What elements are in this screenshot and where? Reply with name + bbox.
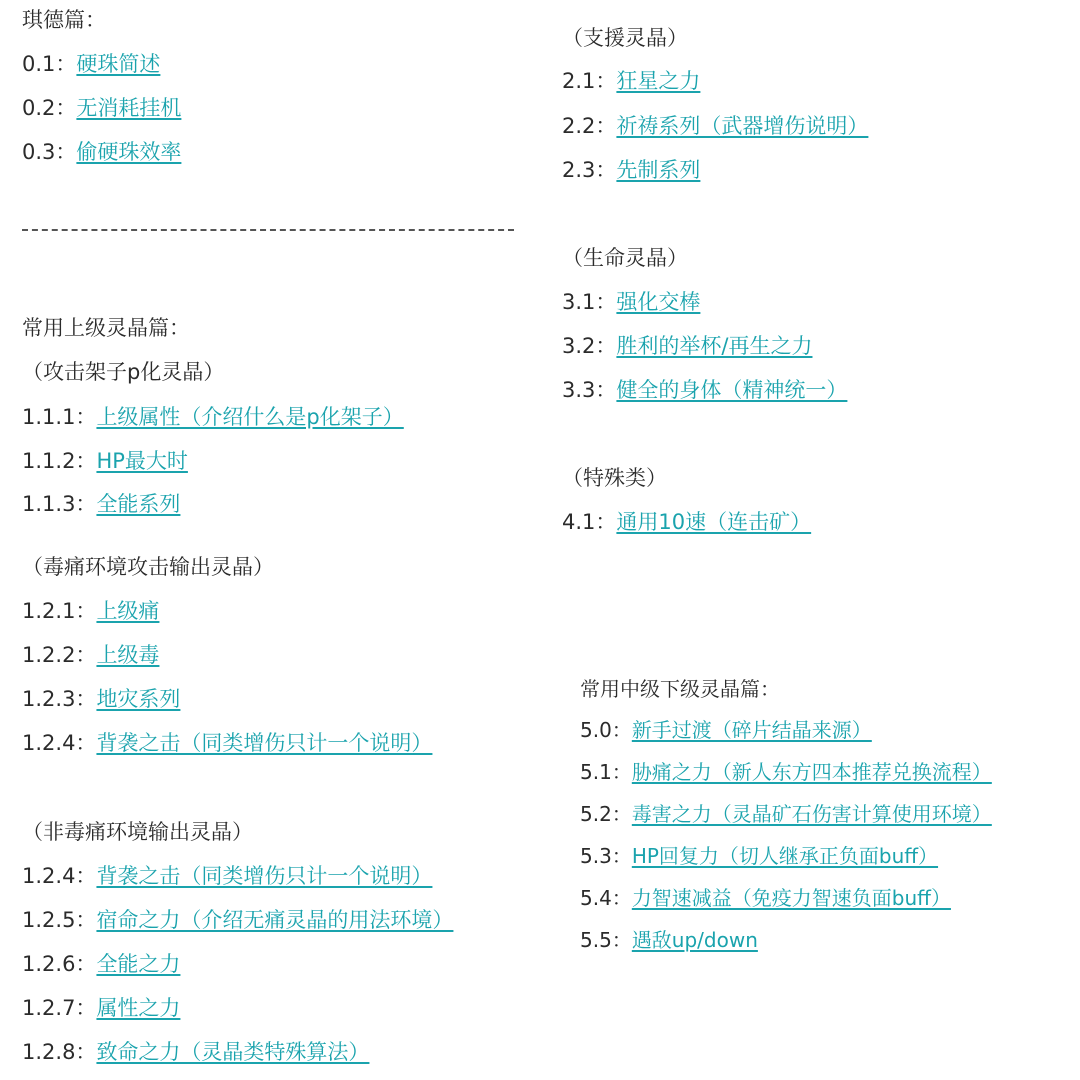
toc-link[interactable]: 先制系列 bbox=[616, 158, 701, 182]
list-item bbox=[580, 842, 938, 870]
toc-link[interactable]: 全能系列 bbox=[96, 492, 181, 516]
toc-link[interactable]: 上级毒 bbox=[96, 643, 160, 667]
group-heading: （毒痛环境攻击输出灵晶） bbox=[22, 555, 274, 579]
toc-link[interactable]: 宿命之力（介绍无痛灵晶的用法环境） bbox=[96, 908, 454, 932]
toc-link[interactable]: 遇敌up/down bbox=[631, 928, 758, 952]
list-item bbox=[22, 994, 180, 1022]
item-number: 2.3： bbox=[562, 158, 617, 182]
group-heading: （特殊类） bbox=[562, 466, 667, 490]
list-item bbox=[22, 862, 432, 890]
item-number: 3.2： bbox=[562, 334, 617, 358]
toc-link[interactable]: 祈祷系列（武器增伤说明） bbox=[616, 114, 869, 138]
toc-link[interactable]: 毒害之力（灵晶矿石伤害计算使用环境） bbox=[631, 802, 992, 826]
list-item bbox=[562, 332, 812, 360]
item-number: 1.1.1： bbox=[22, 405, 97, 429]
dashed-divider bbox=[22, 229, 514, 231]
toc-link[interactable]: HP回复力（切人继承正负面buff） bbox=[631, 844, 939, 868]
toc-link[interactable]: 强化交棒 bbox=[616, 290, 701, 314]
item-number: 1.2.4： bbox=[22, 731, 97, 755]
toc-link[interactable]: 力智速减益（免疫力智速负面buff） bbox=[631, 886, 951, 910]
item-number: 1.2.6： bbox=[22, 952, 97, 976]
group-heading: （非毒痛环境输出灵晶） bbox=[22, 820, 253, 844]
toc-link[interactable]: 上级属性（介绍什么是p化架子） bbox=[96, 405, 404, 429]
list-item bbox=[580, 800, 992, 828]
toc-link[interactable]: 背袭之击（同类增伤只计一个说明） bbox=[96, 864, 433, 888]
item-number: 5.0： bbox=[580, 718, 632, 742]
toc-link[interactable]: 硬珠简述 bbox=[76, 52, 161, 76]
group-heading: （支援灵晶） bbox=[562, 26, 688, 50]
list-item bbox=[562, 156, 700, 184]
item-number: 2.2： bbox=[562, 114, 617, 138]
toc-link[interactable]: 无消耗挂机 bbox=[76, 96, 182, 120]
list-item bbox=[580, 758, 992, 786]
toc-link[interactable]: 致命之力（灵晶类特殊算法） bbox=[96, 1040, 370, 1064]
item-number: 5.4： bbox=[580, 886, 632, 910]
toc-link[interactable]: HP最大时 bbox=[96, 449, 188, 473]
toc-link[interactable]: 偷硬珠效率 bbox=[76, 140, 182, 164]
item-number: 1.2.4： bbox=[22, 864, 97, 888]
item-number: 5.5： bbox=[580, 928, 632, 952]
item-number: 1.2.3： bbox=[22, 687, 97, 711]
item-number: 5.1： bbox=[580, 760, 632, 784]
item-number: 1.1.2： bbox=[22, 449, 97, 473]
list-item bbox=[22, 597, 159, 625]
toc-link[interactable]: 狂星之力 bbox=[616, 69, 701, 93]
item-number: 5.2： bbox=[580, 802, 632, 826]
list-item bbox=[22, 447, 188, 475]
item-number: 0.1： bbox=[22, 52, 77, 76]
item-number: 1.2.1： bbox=[22, 599, 97, 623]
list-item bbox=[562, 288, 700, 316]
list-item bbox=[562, 376, 847, 404]
item-number: 5.3： bbox=[580, 844, 632, 868]
toc-link[interactable]: 全能之力 bbox=[96, 952, 181, 976]
list-item bbox=[562, 112, 868, 140]
item-number: 2.1： bbox=[562, 69, 617, 93]
list-item bbox=[22, 1038, 369, 1066]
list-item bbox=[580, 884, 951, 912]
toc-link[interactable]: 通用10速（连击矿） bbox=[616, 510, 812, 534]
group-heading: （生命灵晶） bbox=[562, 246, 688, 270]
item-number: 3.1： bbox=[562, 290, 617, 314]
section-title-qide: 琪德篇： bbox=[22, 8, 106, 32]
list-item bbox=[580, 926, 758, 954]
toc-link[interactable]: 属性之力 bbox=[96, 996, 181, 1020]
toc-link[interactable]: 地灾系列 bbox=[96, 687, 181, 711]
toc-link[interactable]: 健全的身体（精神统一） bbox=[616, 378, 848, 402]
item-number: 1.2.5： bbox=[22, 908, 97, 932]
list-item bbox=[22, 906, 453, 934]
section-title-mid: 常用中级下级灵晶篇： bbox=[580, 677, 780, 701]
list-item bbox=[562, 508, 811, 536]
item-number: 4.1： bbox=[562, 510, 617, 534]
list-item bbox=[22, 403, 404, 431]
toc-link[interactable]: 背袭之击（同类增伤只计一个说明） bbox=[96, 731, 433, 755]
item-number: 0.2： bbox=[22, 96, 77, 120]
list-item bbox=[22, 94, 181, 122]
list-item bbox=[22, 138, 181, 166]
toc-link[interactable]: 胜利的举杯/再生之力 bbox=[616, 334, 813, 358]
list-item bbox=[22, 641, 159, 669]
toc-link[interactable]: 上级痛 bbox=[96, 599, 160, 623]
list-item bbox=[22, 50, 160, 78]
section-title-upper: 常用上级灵晶篇： bbox=[22, 316, 190, 340]
list-item bbox=[562, 67, 700, 95]
list-item bbox=[22, 490, 180, 518]
group-heading: （攻击架子p化灵晶） bbox=[22, 360, 225, 384]
list-item bbox=[22, 729, 432, 757]
item-number: 1.2.8： bbox=[22, 1040, 97, 1064]
toc-link[interactable]: 新手过渡（碎片结晶来源） bbox=[631, 718, 872, 742]
list-item bbox=[22, 950, 180, 978]
list-item bbox=[22, 685, 180, 713]
item-number: 1.1.3： bbox=[22, 492, 97, 516]
item-number: 1.2.2： bbox=[22, 643, 97, 667]
list-item bbox=[580, 716, 872, 744]
item-number: 0.3： bbox=[22, 140, 77, 164]
item-number: 3.3： bbox=[562, 378, 617, 402]
toc-link[interactable]: 胁痛之力（新人东方四本推荐兑换流程） bbox=[631, 760, 992, 784]
item-number: 1.2.7： bbox=[22, 996, 97, 1020]
